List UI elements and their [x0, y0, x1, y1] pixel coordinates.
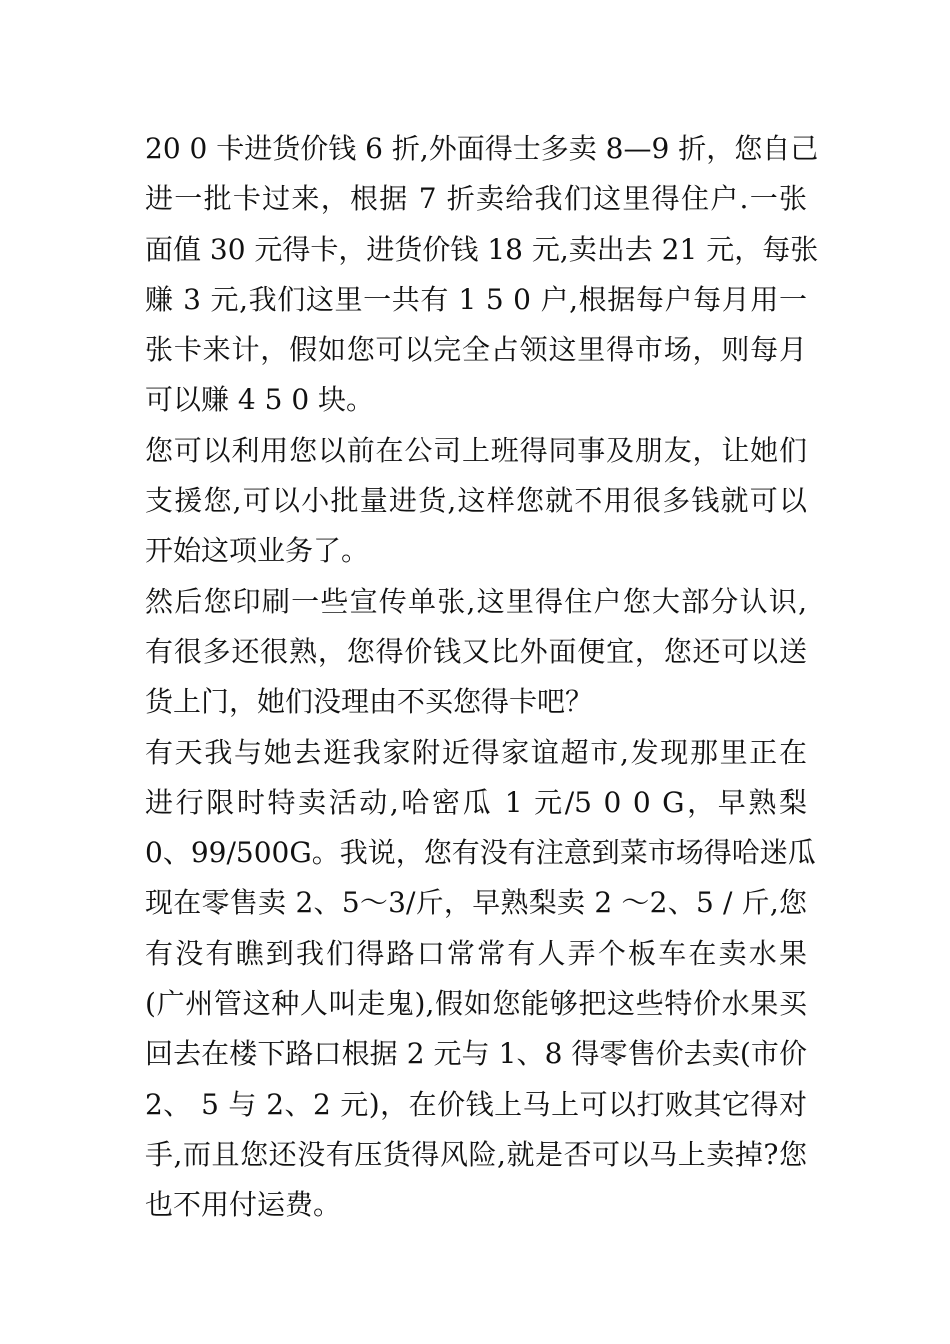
paragraph-phone-card-business [145, 124, 819, 426]
text-line: 张卡来计，假如您可以完全占领这里得市场，则每月 [145, 333, 807, 367]
text-line: 赚 3 元,我们这里一共有 1 5 0 户,根据每户每月用一 [145, 282, 807, 316]
document-body [145, 124, 819, 1231]
text-line: 进行限时特卖活动,哈密瓜 1 元/5 0 0 G，早熟梨 [145, 785, 807, 819]
paragraph-friends-support [145, 426, 807, 577]
text-line: 手,而且您还没有压货得风险,就是否可以马上卖掉?您 [145, 1137, 807, 1171]
text-line: 您可以利用您以前在公司上班得同事及朋友，让她们 [145, 433, 807, 467]
text-line: (广州管这种人叫走鬼),假如您能够把这些特价水果买 [145, 987, 807, 1021]
text-line: 货上门，她们没理由不买您得卡吧？ [145, 685, 594, 719]
text-line: 进一批卡过来，根据 7 折卖给我们这里得住户.一张 [145, 182, 807, 216]
paragraph-fruit-sale [145, 728, 816, 1231]
text-line: 也不用付运费。 [145, 1188, 342, 1222]
text-line: 开始这项业务了。 [145, 534, 370, 568]
text-line: 有很多还很熟，您得价钱又比外面便宜，您还可以送 [145, 634, 807, 668]
text-line: 回去在楼下路口根据 2 元与 1、8 得零售价去卖(市价 [145, 1037, 807, 1071]
text-line: 然后您印刷一些宣传单张,这里得住户您大部分认识, [145, 584, 807, 618]
text-line: 0、99/500G。我说，您有没有注意到菜市场得哈迷瓜 [145, 836, 816, 870]
text-line: 有没有瞧到我们得路口常常有人弄个板车在卖水果 [145, 936, 807, 970]
text-line: 现在零售卖 2、5～3/斤，早熟梨卖 2 ～2、5 / 斤,您 [145, 886, 807, 920]
text-line: 支援您,可以小批量进货,这样您就不用很多钱就可以 [145, 484, 807, 518]
text-line: 2、 5 与 2、2 元)，在价钱上马上可以打败其它得对 [145, 1087, 807, 1121]
paragraph-flyers [145, 577, 807, 728]
text-line: 有天我与她去逛我家附近得家谊超市,发现那里正在 [145, 735, 807, 769]
text-line: 20 0 卡进货价钱 6 折,外面得士多卖 8—9 折，您自己 [145, 132, 819, 165]
text-line: 可以赚 4 5 0 块。 [145, 383, 375, 417]
text-line: 面值 30 元得卡，进货价钱 18 元,卖出去 21 元，每张 [145, 232, 819, 266]
